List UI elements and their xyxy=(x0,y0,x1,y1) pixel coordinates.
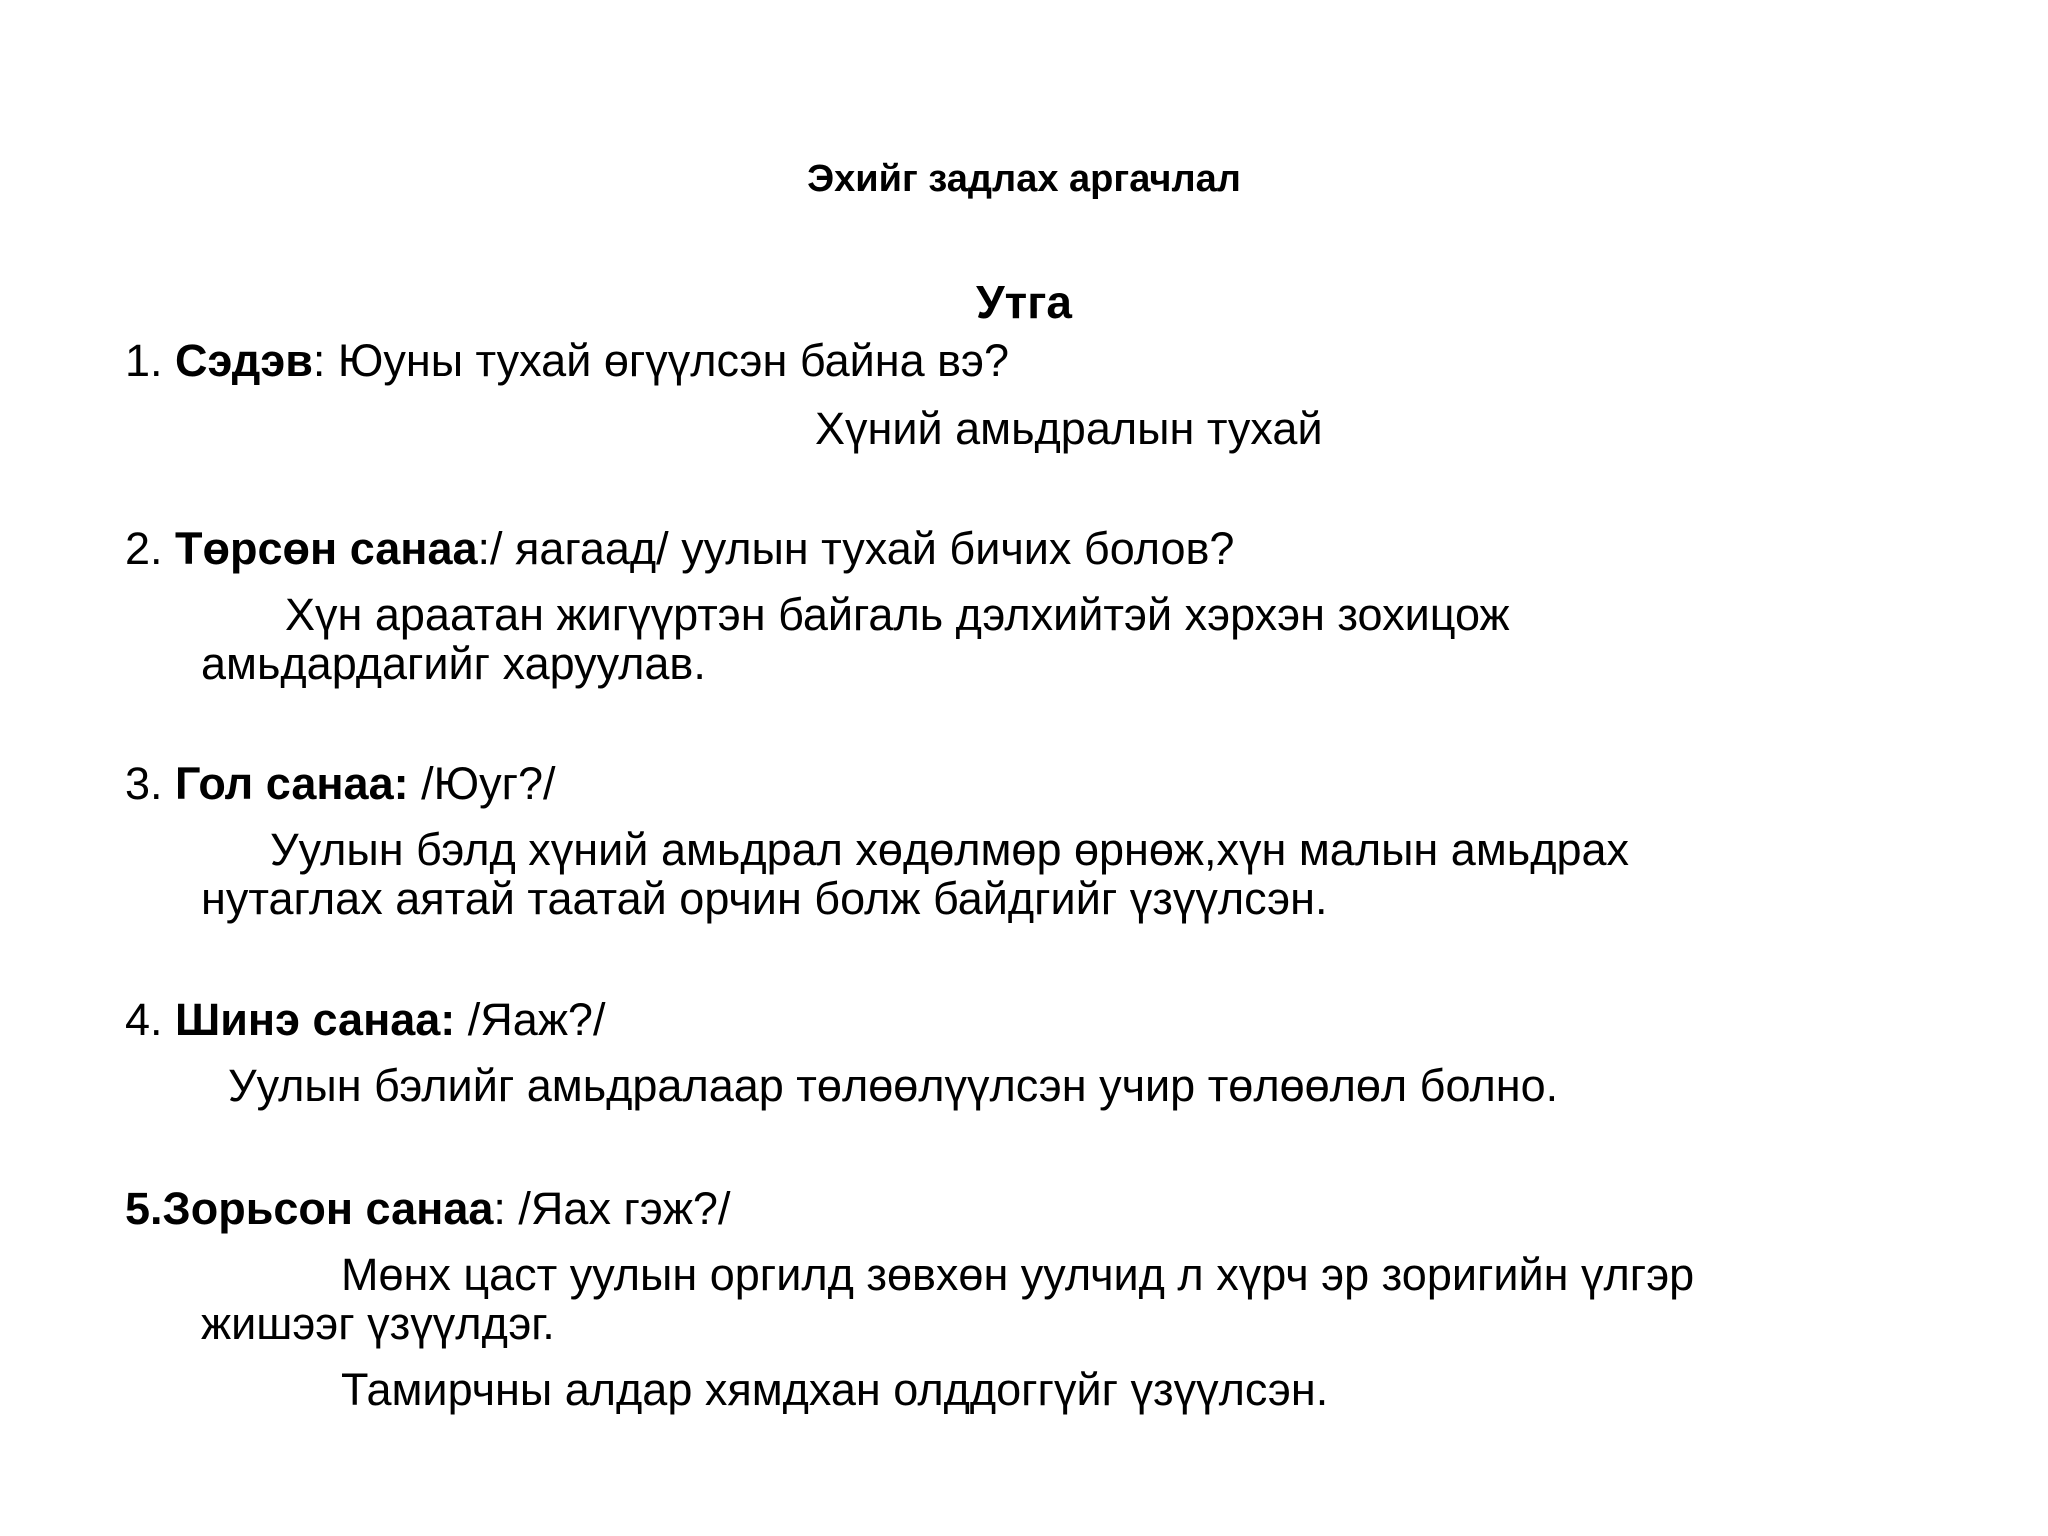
item-2-answer-line-1: Хүн араатан жигүүртэн байгаль дэлхийтэй хэрхэн зохицож xyxy=(285,589,1510,640)
item-label: Шинэ санаа: xyxy=(175,994,456,1045)
item-number: 3. xyxy=(125,758,176,809)
item-4-answer: Уулын бэлийг амьдралаар төлөөлүүлсэн учир төлөөлөл болно. xyxy=(228,1060,1559,1111)
item-5-heading xyxy=(125,1184,730,1234)
item-5-answer-line-2: жишээг үзүүлдэг. xyxy=(201,1298,555,1349)
item-question: : Юуны тухай өгүүлсэн байна вэ? xyxy=(312,335,1010,386)
item-question: :/ яагаад/ уулын тухай бичих болов? xyxy=(477,523,1235,574)
item-3-heading xyxy=(125,759,556,809)
item-number: 2. xyxy=(125,523,176,574)
item-label: Гол санаа: xyxy=(175,758,409,809)
item-number: 4. xyxy=(125,994,176,1045)
item-question: /Яаж?/ xyxy=(455,994,606,1045)
item-2-heading xyxy=(125,524,1234,574)
item-2-answer-line-2: амьдардагийг харуулав. xyxy=(201,638,706,689)
section-heading: Утга xyxy=(976,276,1072,328)
item-question: /Юуг?/ xyxy=(408,758,556,809)
item-label: Сэдэв xyxy=(175,335,313,386)
item-label: 5.Зорьсон санаа xyxy=(125,1183,494,1234)
item-question: : /Яах гэж?/ xyxy=(493,1183,731,1234)
item-1-answer: Хүний амьдралын тухай xyxy=(815,403,1323,454)
item-4-heading xyxy=(125,995,605,1045)
item-number: 1. xyxy=(125,335,176,386)
document-title: Эхийг задлах аргачлал xyxy=(807,158,1241,200)
item-5-answer-line-1: Мөнх цаст уулын оргилд зөвхөн уулчид л хүрч эр зоригийн үлгэр xyxy=(341,1249,1695,1300)
item-1-heading xyxy=(125,336,1009,386)
item-3-answer-line-1: Уулын бэлд хүний амьдрал хөдөлмөр өрнөж,хүн малын амьдрах xyxy=(270,824,1630,875)
item-5-answer-line-3: Тамирчны алдар хямдхан олддоггүйг үзүүлсэн. xyxy=(341,1364,1329,1415)
item-3-answer-line-2: нутаглах аятай таатай орчин болж байдгийг үзүүлсэн. xyxy=(201,873,1328,924)
item-label: Төрсөн санаа xyxy=(175,523,478,574)
